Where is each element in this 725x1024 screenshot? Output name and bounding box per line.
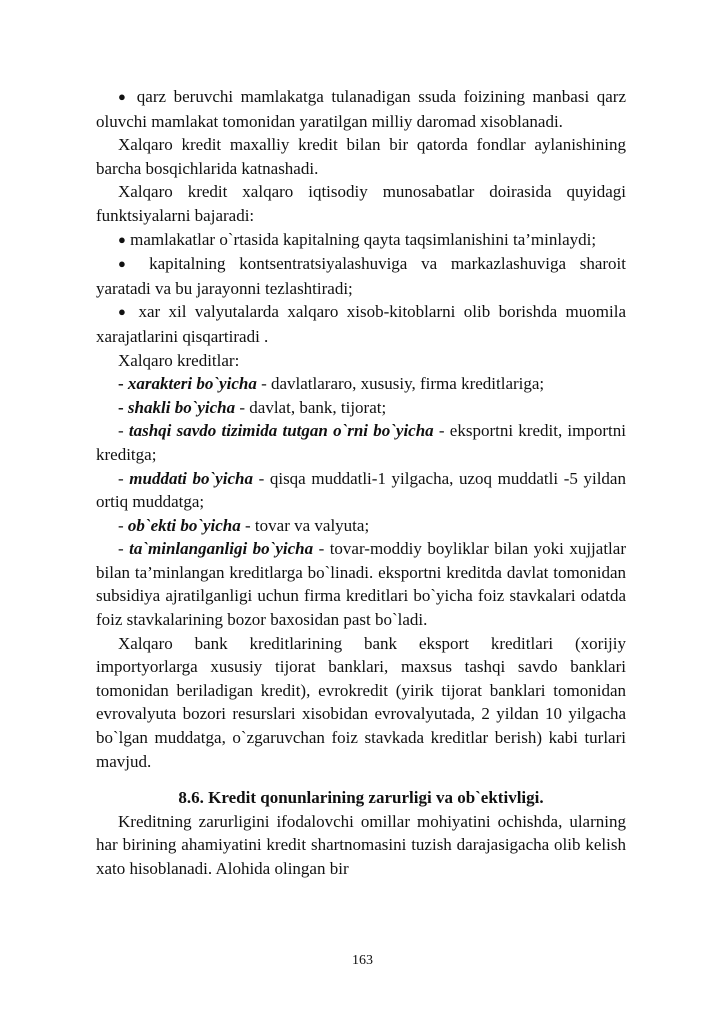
classification-item (96, 419, 626, 466)
paragraph-text: mamlakatlar o`rtasida kapitalning qayta taqsimlanishini ta’minlaydi; (130, 229, 597, 249)
text-paragraph (96, 180, 626, 227)
text-paragraph (96, 349, 626, 373)
paragraph-text: Xalqaro kredit xalqaro iqtisodiy munosabatlar doirasida quyidagi funktsiyalarni bajaradi: (96, 182, 626, 225)
classification-description: - eksportni kredit, importni kreditga; (96, 421, 626, 464)
paragraph-text: Xalqaro kredit maxalliy kredit bilan bir qatorda fondlar aylanishining barcha bosqichlarida katnashadi. (96, 135, 626, 178)
classification-description: - qisqa muddatli-1 yilgacha, uzoq muddatli -5 yildan ortiq muddatga; (96, 468, 626, 512)
classification-dash: - (118, 421, 129, 441)
paragraph-text: qarz beruvchi mamlakatga tulanadigan ssuda foizining manbasi qarz oluvchi mamlakat tomonidan yaratilgan milliy daromad xisoblanadi. (96, 87, 627, 131)
page-number: 163 (352, 953, 373, 968)
text-paragraph (96, 133, 626, 180)
bullet-dot-icon: ● (118, 304, 131, 320)
classification-item (96, 396, 626, 420)
bullet-paragraph (96, 85, 626, 133)
classification-item (96, 537, 626, 631)
intro-paragraphs (96, 85, 626, 372)
bullet-dot-icon: ● (118, 256, 136, 272)
classification-term: shakli bo`yicha (127, 397, 236, 417)
paragraph-text: Xalqaro kreditlar: (118, 350, 240, 370)
classification-description: - davlatlararo, xususiy, firma kreditlariga; (256, 374, 545, 394)
bullet-dot-icon: ● (118, 89, 130, 104)
classification-description: - tovar-moddiy boyliklar bilan yoki xujjatlar bilan ta’minlangan kreditlarga bo`linadi. eksportni kreditda davlat tomonidan subsidiya ajratilganligi uchun firma kreditlari bo`yicha foiz stavkalari odatda foiz stavkalarining bozor baxosidan past bo`ladi. (96, 539, 626, 630)
classification-item (96, 467, 626, 514)
classification-dash: - (118, 397, 128, 417)
classification-description: - davlat, bank, tijorat; (235, 397, 387, 417)
classification-dash: - (118, 515, 128, 535)
classification-term: ta`minlanganligi bo`yicha (129, 539, 314, 559)
bullet-paragraph (96, 252, 626, 300)
section-paragraph: Kreditning zarurligini ifodalovchi omillar mohiyatini ochishda, ularning har birining ahamiyatini kredit shartnomasini tuzish darajasigacha olib kelish xato hisoblanadi. Alohida olingan bir (96, 811, 626, 878)
credit-classifications (96, 372, 626, 632)
section-heading: 8.6. Kredit qonunlarining zarurligi va ob`ektivligi. (178, 788, 544, 808)
bullet-paragraph (96, 300, 626, 348)
bullet-paragraph (96, 228, 626, 253)
classification-dash: - (118, 468, 130, 488)
classification-term: tashqi savdo tizimida tutgan o`rni bo`yicha (128, 421, 434, 441)
page-body (96, 85, 626, 881)
classification-term: muddati bo`yicha (129, 468, 253, 488)
classification-dash: - (118, 374, 128, 394)
classification-term: ob`ekti bo`yicha (127, 515, 241, 535)
classification-dash: - (118, 539, 130, 559)
classification-term: xarakteri bo`yicha (127, 374, 257, 394)
classification-item (96, 372, 626, 396)
paragraph-text: xar xil valyutalarda xalqaro xisob-kitoblarni olib borishda muomila xarajatlarini qisqartiradi . (96, 302, 626, 346)
classification-item (96, 514, 626, 538)
classification-description: - tovar va valyuta; (240, 515, 370, 535)
closing-paragraph: Xalqaro bank kreditlarining bank eksport kreditlari (xorijiy importyorlarga xususiy tijorat banklari, maxsus tashqi savdo banklari tomonidan beriladigan kredit), evrokredit (yirik tijorat banklari tomonidan evrovalyuta bozori resurslari xisobidan evrovalyutada, 2 yildan 10 yilgacha bo`lgan muddatga, o`zgaruvchan foiz stavkada kreditlar berish) kabi turlari mavjud. (96, 633, 626, 771)
paragraph-text: kapitalning kontsentratsiyalashuviga va markazlashuviga sharoit yaratadi va bu jarayonni tezlashtiradi; (96, 254, 627, 298)
bullet-dot-icon: ● (118, 231, 126, 247)
